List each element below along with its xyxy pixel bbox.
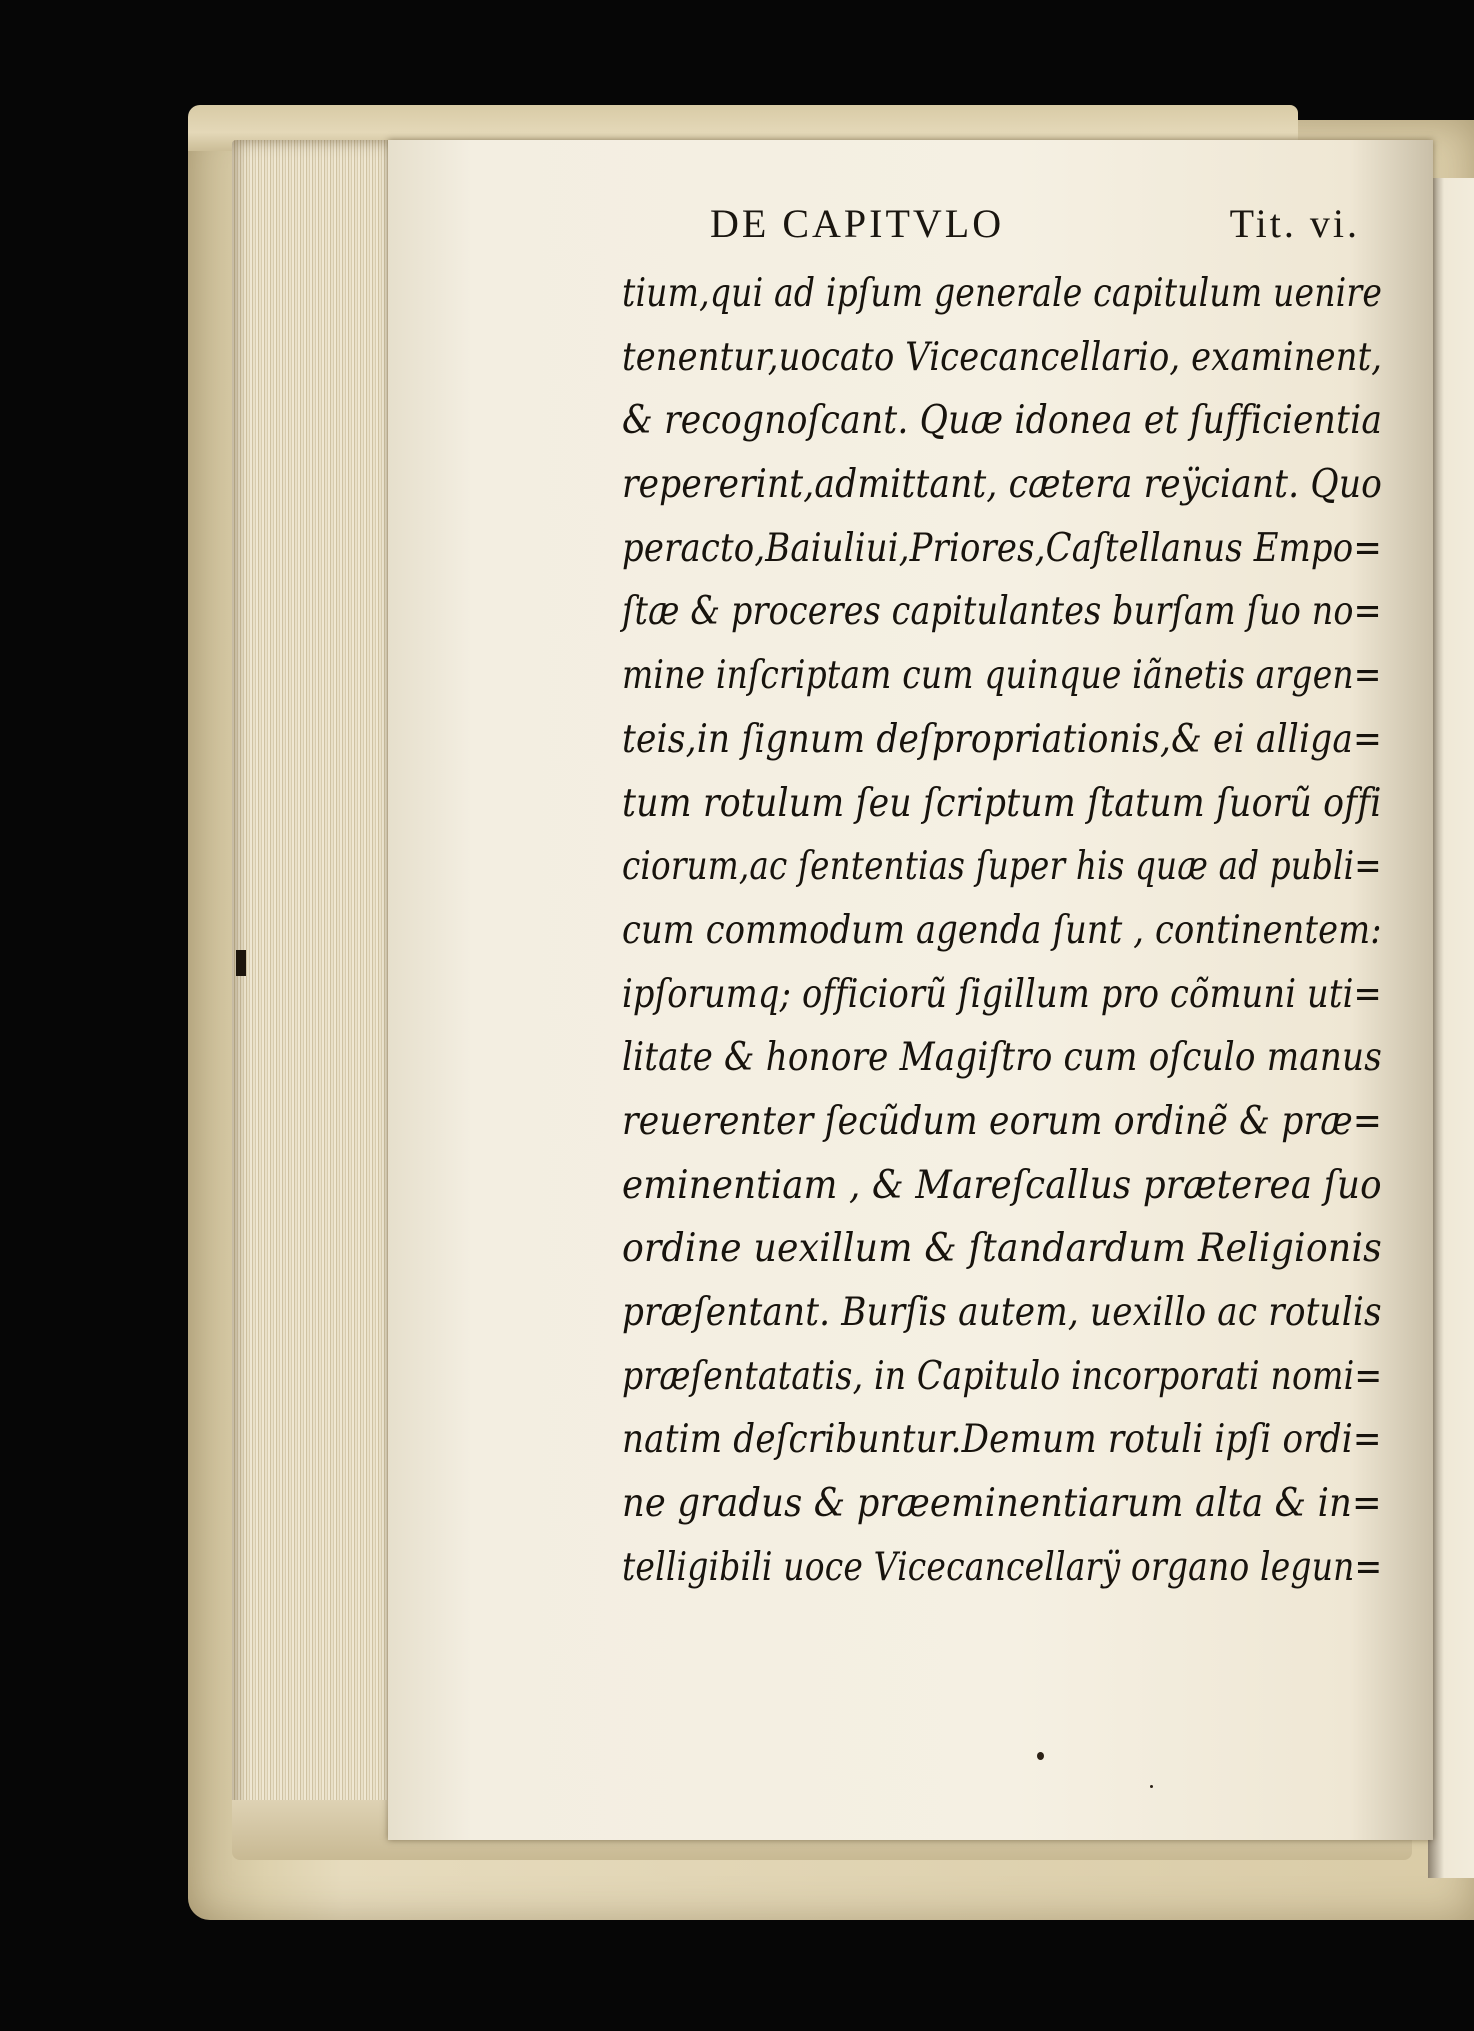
- text-line: peracto,Baiuliui,Priores,Caſtellanus Empo=: [622, 525, 1382, 571]
- facing-page-edge: [1428, 178, 1474, 1878]
- text-line: teis,in ſignum deſpropriationis,& ei alliga=: [622, 716, 1383, 762]
- text-line: & recognoſcant. Quæ idonea et ſufficientia: [622, 398, 1383, 444]
- running-head-section: Tit. vi.: [1229, 201, 1360, 246]
- text-line: repererint,admittant, cætera reÿciant. Quo: [622, 462, 1383, 508]
- text-line: cum commodum agenda ſunt , continentem:: [622, 907, 1382, 953]
- text-line: præſentant. Burſis autem, uexillo ac rotulis: [622, 1290, 1382, 1335]
- text-line: reuerenter ſecũdum eorum ordinẽ & præ=: [622, 1098, 1383, 1144]
- ink-speck: [1037, 1752, 1044, 1760]
- text-line: ne gradus & præeminentiarum alta & in=: [622, 1481, 1382, 1527]
- text-line: ſtæ & proceres capitulantes burſam ſuo no=: [622, 589, 1382, 635]
- text-line: tum rotulum ſeu ſcriptum ſtatum ſuorũ offi: [622, 780, 1382, 826]
- text-line: eminentiam , & Mareſcallus præterea ſuo: [622, 1162, 1382, 1208]
- body-text: [622, 262, 1382, 1599]
- cover-mark: [236, 950, 246, 976]
- text-line: præſentatatis, in Capitulo incorporati nomi=: [622, 1353, 1383, 1399]
- text-line: ordine uexillum & ſtandardum Religionis: [622, 1226, 1382, 1272]
- text-line: ciorum,ac ſententias ſuper his quæ ad publi=: [622, 844, 1382, 890]
- text-line: tium,qui ad ipſum generale capitulum uenire: [622, 271, 1383, 316]
- text-line: ipſorumq; officiorũ ſigillum pro cõmuni uti=: [622, 971, 1382, 1017]
- text-line: mine inſcriptam cum quinque iãnetis argen=: [622, 653, 1382, 699]
- ink-speck: [1150, 1785, 1153, 1788]
- running-head-title: DE CAPITVLO: [710, 201, 1005, 246]
- text-line: natim deſcribuntur.Demum rotuli ipſi ordi=: [622, 1417, 1382, 1463]
- text-line: tenentur,uocato Vicecancellario, examinent,: [622, 334, 1383, 380]
- text-line: litate & honore Magiſtro cum oſculo manus: [622, 1035, 1382, 1081]
- running-head: [710, 200, 1360, 250]
- text-line: telligibili uoce Vicecancellarÿ organo legun=: [622, 1544, 1383, 1590]
